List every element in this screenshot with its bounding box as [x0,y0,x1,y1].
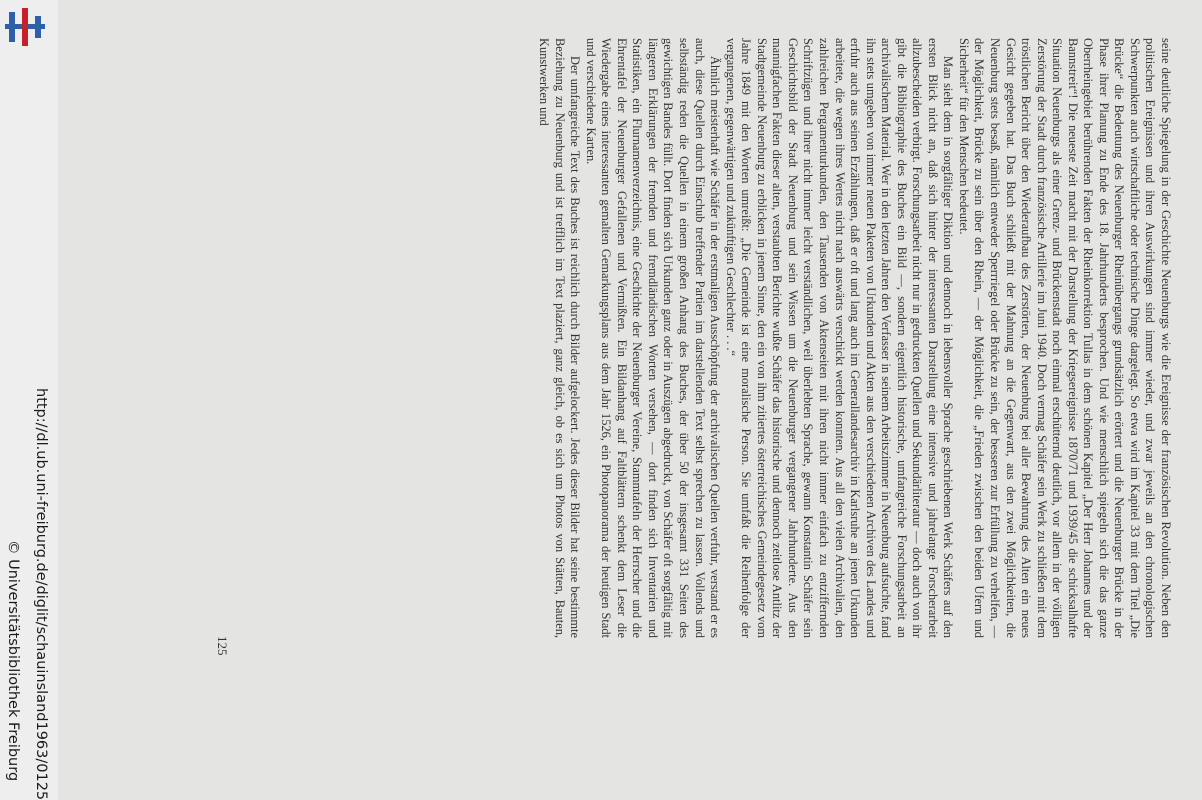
page-body-text [238,38,1173,638]
watermark-copyright: © Universitätsbibliothek Freiburg [5,540,21,782]
paragraph: Man sieht dem in sorgfältiger Diktion und dennoch in lebensvoller Sprache geschriebenen Werk Schäfers auf den ersten Blick nicht an, daß sich hinter der interessanten Darstellung eine intensive und jahrelange Forscherarbeit allzubescheiden verbirgt. Forschungsarbeit nicht nur in gedruckten Quellen und Sekundärliteratur — doch auch von ihr gibt die Bibliographie des Buches ein Bild —, sondern eigentlich historische, umfangreiche Forschungsarbeit an archivalischem Material. Wer in den letzten Jahren den Verfasser in seinem Arbeitszimmer in Neuenburg aufsuchte, fand ihn stets umgeben von immer neuen Paketen von Urkunden und Akten aus den verschiedenen Archiven des Landes und erfuhr auch aus seinen Erzählungen, daß er oft und lang auch im Generallandesarchiv in Karlsruhe an jenen Urkunden arbeitete, die wegen ihres Wertes nicht nach auswärts verschickt werden konnten. Aus all den vielen Archivalien, den zahlreichen Pergamenturkunden, den Tausenden von Aktenseiten mit ihren nicht immer einfach zu entziffernden Schriftzügen und ihrer nicht immer leicht verständlichen, weil überlebten Sprache, gewann Konstantin Schäfer sein Geschichtsbild der Stadt Neuenburg und sein Wissen um die Neuenburger vergangener Jahrhunderte. Aus den mannigfachen Fakten dieser alten, verstaubten Berichte wußte Schäfer das historische und dennoch zeitlose Antlitz der Stadtgemeinde Neuenburg zu erblicken in jenem Sinne, den ein von ihm zitiertes österreichisches Gemeindegesetz vom Jahre 1849 mit den Worten umreißt: „Die Gemeinde ist eine moralische Person. Sie umfaßt die Reihenfolge der vergangenen, gegenwärtigen und zukünftigen Geschlechter . . .“ [723,38,956,638]
page-number: 125 [215,636,230,656]
paragraph: seine deutliche Spiegelung in der Geschichte Neuenburgs wie die Ereignisse der französischen Revolution. Neben den politischen Ereignissen und ihren Auswirkungen sind immer wieder, und zwar jeweils an den chronologischen Schwerpunkten auch wirtschaftliche oder technische Dinge dargelegt. So etwa wird im Kapitel 33 mit dem Titel „Die Brücke“ die Bedeutung des Neuenburger Rheinübergangs grundsätzlich erörtert und die Neuenburger Brücke in der Phase ihrer Planung zu Ende des 18. Jahrhunderts besprochen. Und wie menschlich spiegeln sich die das ganze Oberrheingebiet berührenden Fakten der Rheinkorrektion Tullas in dem schönen Kapitel „Der Herr Johannes und der Bannstreit“! Die neueste Zeit macht mit der Darstellung der Kriegsereignisse 1870/71 und 1939/45 die schicksalhafte Situation Neuenburgs als einer Grenz- und Brückenstadt noch einmal erschütternd deutlich, vor allem in der völligen Zerstörung der Stadt durch französische Artillerie im Juni 1940. Doch vermag Schäfer sein Werk zu schließen mit dem tröstlichen Bericht über den Wiederaufbau des Zerstörten, der Neuenburg bei aller Bewahrung des Alten ein neues Gesicht gegeben hat. Das Buch schließt mit der Mahnung an die Gegenwart, aus den zwei Möglichkeiten, die Neuenburg stets besaß, nämlich entweder Sperrriegel oder Brücke zu sein, der besseren zur Erfüllung zu verhelfen, — der Möglichkeit, Brücke zu sein über den Rhein, — der Möglichkeit, die „Frieden zwischen den beiden Ufern und Sicherheit“ für den Menschen bedeutet. [956,38,1173,638]
viewer-sidebar [0,0,58,800]
paragraph: Der umfangreiche Text des Buches ist reichlich durch Bilder aufgelockert. Jedes dieser Bilder hat seine bestimmte Beziehung zu Neuenburg und ist trefflich im Text plaziert, ganz gleich, ob es sich um Photos von Stätten, Bauten, Kunstwerken und [537,38,583,638]
scanned-page [58,0,1202,800]
paragraph: Ähnlich meisterhaft wie Schäfer in der erstmaligen Ausschöpfung der archivalischen Quellen verfuhr, verstand er es auch, diese Quellen durch Einschub treffender Partien im darstellenden Text selbst sprechen zu lassen. Vollends und selbständig reden die Quellen in einem großen Anhang des Buches, der über 50 der insgesamt 331 Seiten des gewichtigen Bandes füllt. Dort finden sich Urkunden ganz oder in Auszügen abgedruckt, von Schäfer oft sorgfältig mit längeren Erklärungen der fremden und fremdländischen Worten versehen, — dort finden sich Inventarien und Statistiken, ein Flurnamenverzeichnis, eine Geschichte der Neuenburger Vereine, Stammtafeln der Herrscher und die Ehrentafel der Neuenburger Gefallenen und Vermißten. Ein Bildanhang auf Faltblättern schenkt dem Leser die Wiedergabe eines interessanten gemalten Gemarkungsplans aus dem Jahr 1526, ein Photopanorama der heutigen Stadt und verschiedene Karten. [583,38,723,638]
watermark-url[interactable]: http://dl.ub.uni-freiburg.de/diglit/schauinsland1963/0125 [33,388,49,800]
library-logo-icon [2,6,48,48]
